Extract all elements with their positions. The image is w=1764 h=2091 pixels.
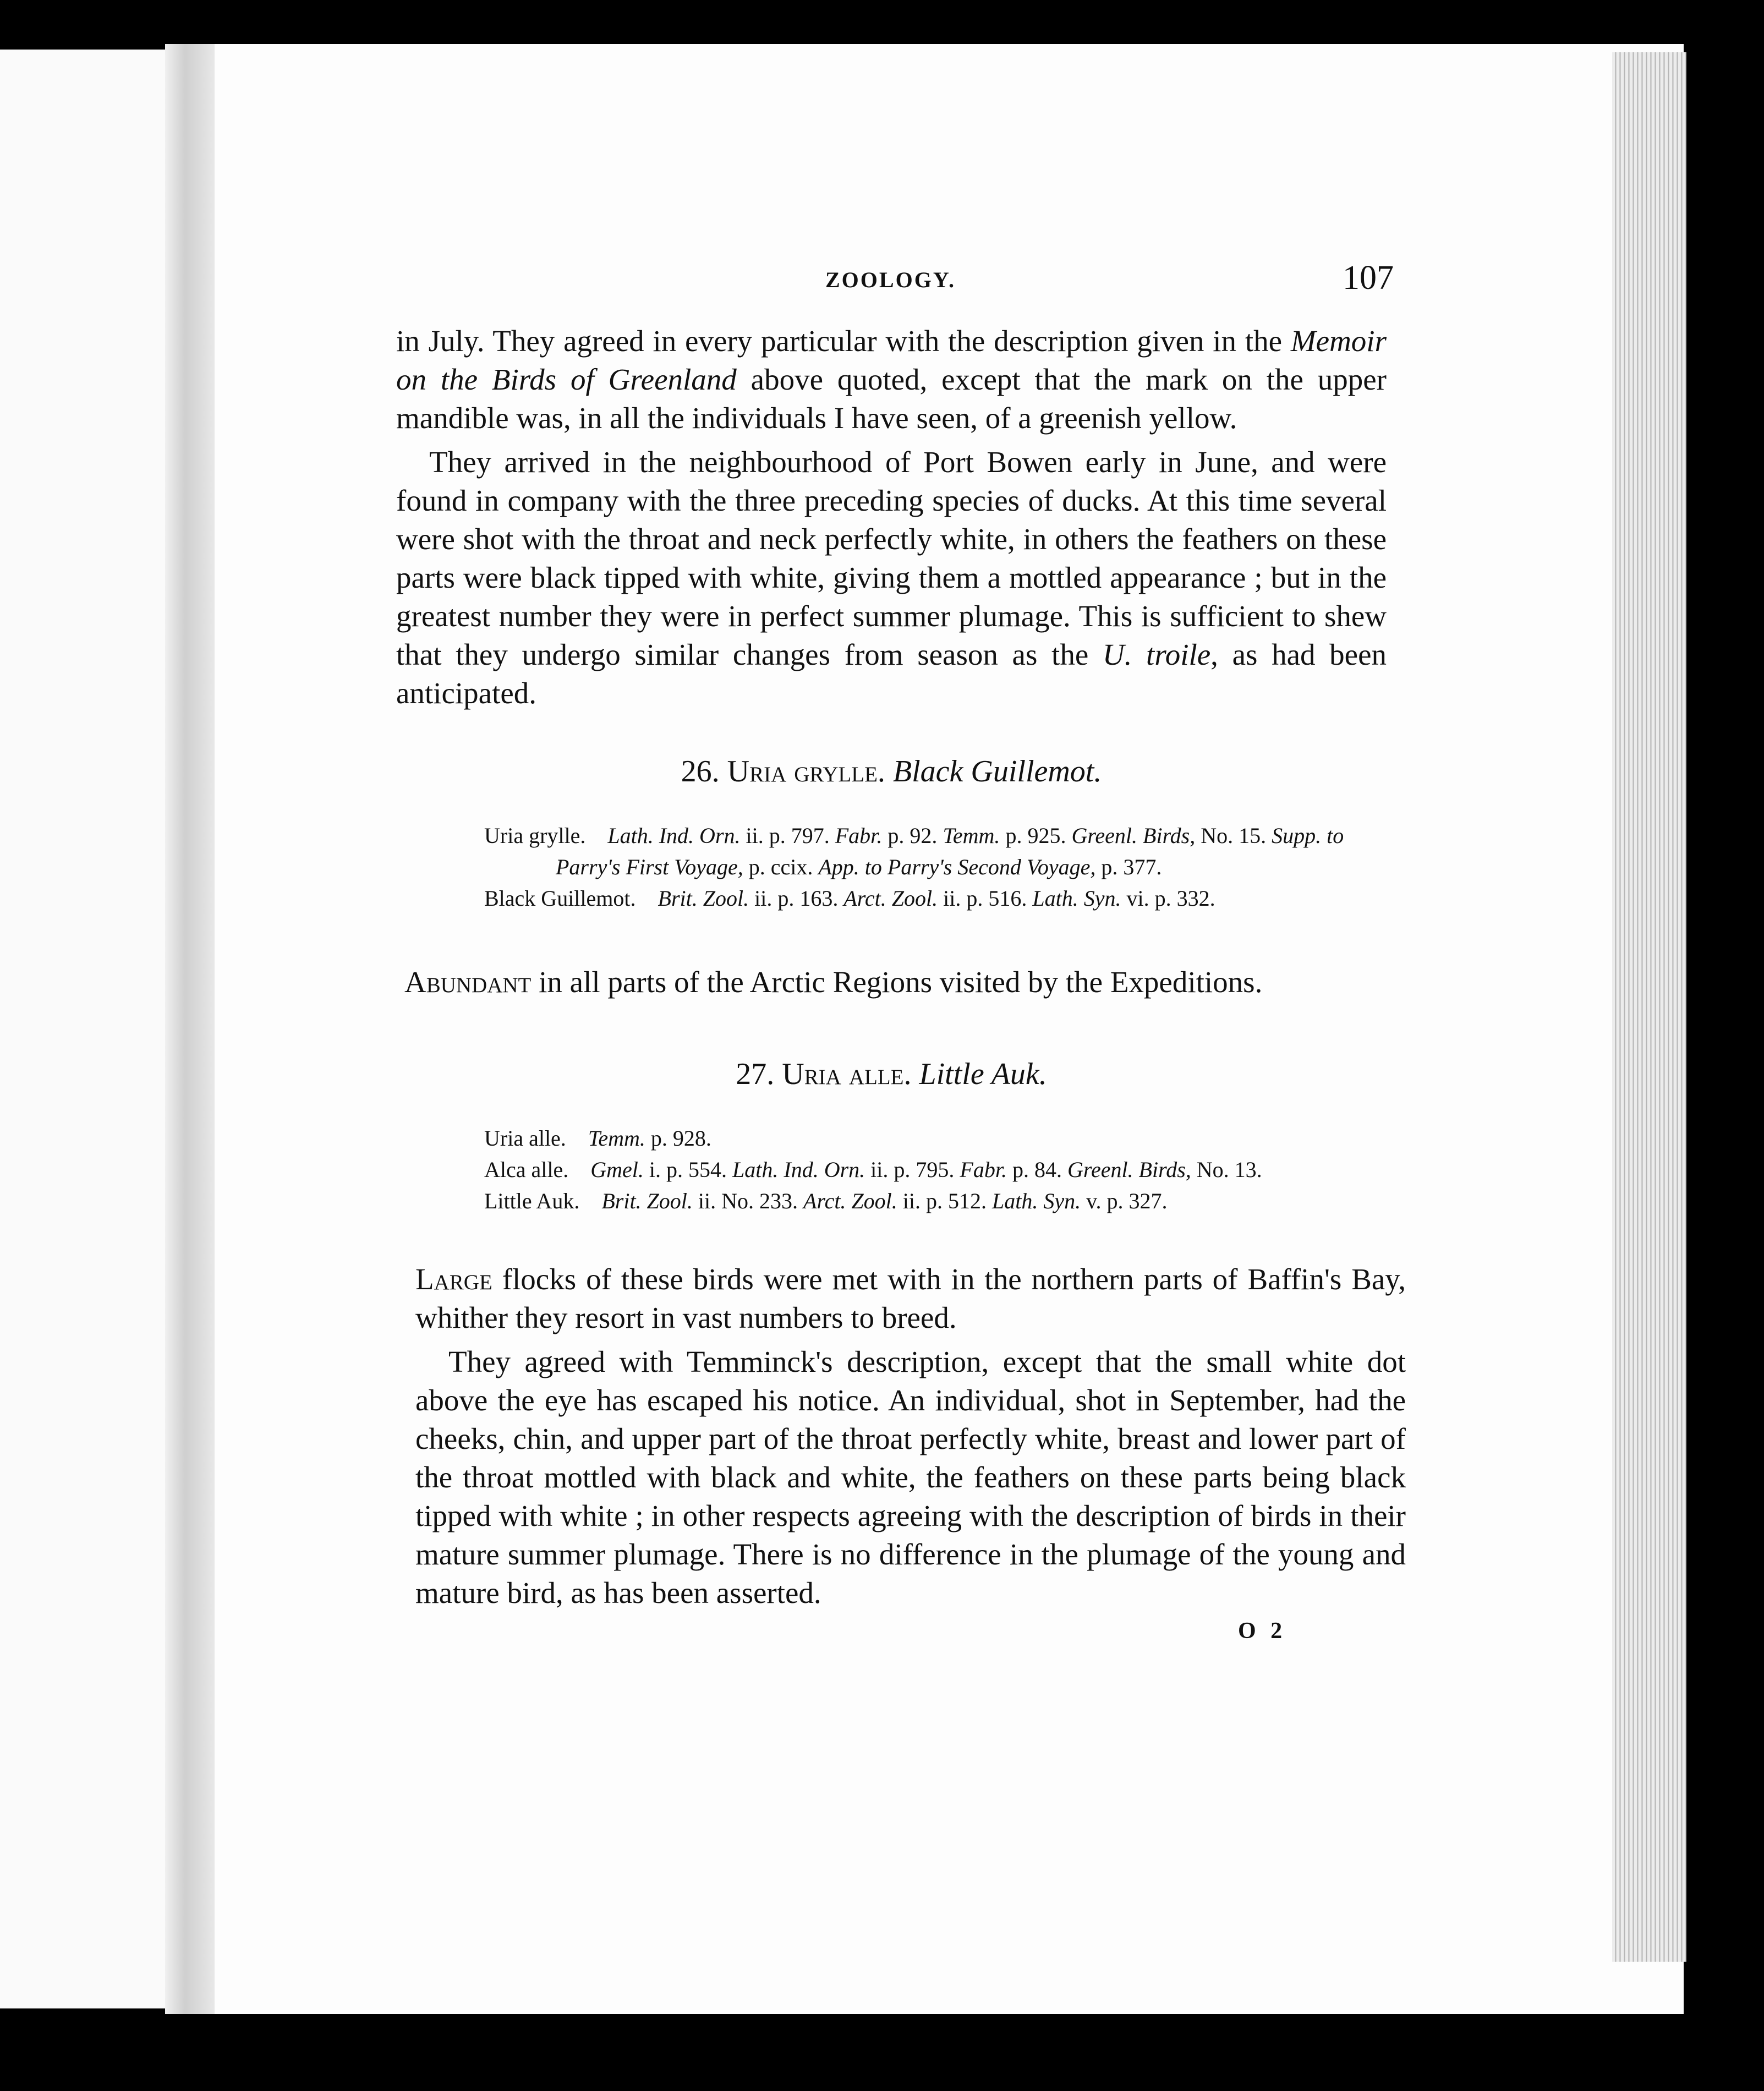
text-run: above quoted, except that the mark on the upper mandible was, in all the individuals I have seen, of a greenish yellow. bbox=[396, 363, 1387, 435]
signature-mark: O 2 bbox=[1238, 1618, 1287, 1644]
running-head: ZOOLOGY. bbox=[825, 267, 956, 292]
synonym-name: Uria grylle. bbox=[484, 823, 586, 848]
synonym-name: Little Auk. bbox=[484, 1189, 580, 1213]
species-latin-name: Uria alle. bbox=[782, 1057, 912, 1091]
reference-work: Arct. Zool. bbox=[803, 1189, 897, 1213]
reference-locator: ii. p. 163. bbox=[749, 886, 844, 911]
reference-work: Arct. Zool. bbox=[843, 886, 938, 911]
text-run: in July. They agreed in every particular with the description given in the bbox=[396, 324, 1291, 358]
reference-locator: i. p. 554. bbox=[643, 1157, 733, 1182]
reference-locator: No. 13. bbox=[1191, 1157, 1262, 1182]
synonym-entry bbox=[484, 883, 1409, 914]
synonymy-block-27 bbox=[484, 1123, 1409, 1217]
page-edge-stack bbox=[1612, 52, 1686, 1962]
reference-work: Supp. to Parry's First Voyage, bbox=[556, 823, 1344, 879]
lead-word: Abundant bbox=[404, 965, 532, 999]
synonym-entry bbox=[484, 1185, 1409, 1217]
paragraph-abundant bbox=[404, 963, 1395, 1001]
reference-work: Lath. Ind. Orn. bbox=[732, 1157, 865, 1182]
synonym-name: Uria alle. bbox=[484, 1126, 566, 1151]
reference-work: Brit. Zool. bbox=[601, 1189, 693, 1213]
species-heading-26 bbox=[396, 754, 1387, 789]
synonym-entry bbox=[484, 1154, 1409, 1185]
reference-locator: p. 928. bbox=[645, 1126, 711, 1151]
species-heading-27 bbox=[396, 1057, 1387, 1092]
reference-work: App. to Parry's Second Voyage, bbox=[818, 855, 1096, 879]
reference-work: Greenl. Birds, bbox=[1071, 823, 1196, 848]
reference-work: Fabr. bbox=[960, 1157, 1007, 1182]
book-gutter bbox=[165, 44, 215, 2014]
lead-word: Large bbox=[415, 1262, 492, 1296]
reference-work: Greenl. Birds, bbox=[1067, 1157, 1191, 1182]
text-run: in all parts of the Arctic Regions visited by the Expeditions. bbox=[531, 965, 1263, 999]
reference-locator: ii. p. 516. bbox=[938, 886, 1033, 911]
paragraph-large-flocks bbox=[415, 1260, 1406, 1337]
species-common-name: Black Guillemot. bbox=[892, 754, 1102, 789]
reference-work: Lath. Syn. bbox=[992, 1189, 1081, 1213]
reference-locator: vi. p. 332. bbox=[1121, 886, 1215, 911]
species-common-name: Little Auk. bbox=[919, 1057, 1047, 1091]
reference-locator: ii. p. 512. bbox=[897, 1189, 993, 1213]
page-number: 107 bbox=[1343, 259, 1394, 297]
reference-work: Fabr. bbox=[835, 823, 883, 848]
italic-title: Memoir on the Birds of Greenland bbox=[396, 324, 1387, 396]
reference-locator: No. 15. bbox=[1195, 823, 1272, 848]
reference-work: Lath. Ind. Orn. bbox=[607, 823, 741, 848]
synonym-name: Alca alle. bbox=[484, 1157, 569, 1182]
text-run: flocks of these birds were met with in the northern parts of Baffin's Bay, whither they resort in vast numbers to breed. bbox=[415, 1262, 1406, 1334]
text-run: They arrived in the neighbourhood of Port Bowen early in June, and were found in company with the three preceding species of ducks. At this time several were shot with the throat and neck perfectly white, in others the feathers on these parts were black tipped with white, giving them a mottled appearance ; but in the greatest number they were in perfect summer plumage. This is sufficient to shew that they undergo similar changes from season as the bbox=[396, 445, 1387, 671]
reference-work: Brit. Zool. bbox=[658, 886, 749, 911]
reference-locator: ii. No. 233. bbox=[692, 1189, 804, 1213]
reference-locator: v. p. 327. bbox=[1081, 1189, 1168, 1213]
paragraph-temminck: They agreed with Temminck's description, except that the small white dot above the eye has escaped his notice. An individual, shot in September, had the cheeks, chin, and upper part of the throat perfectly white, breast and lower part of the throat mottled with black and white, the feathers on these parts being black tipped with white ; in other respects agreeing with the description of birds in their mature summer plumage. There is no difference in the plumage of the young and mature bird, as has been asserted. bbox=[415, 1345, 1406, 1610]
species-number: 27. bbox=[736, 1057, 775, 1091]
reference-work: Temm. bbox=[943, 823, 1000, 848]
text-run: , as had been anticipated. bbox=[396, 638, 1387, 710]
reference-work: Gmel. bbox=[590, 1157, 644, 1182]
reference-locator: p. 92. bbox=[882, 823, 943, 848]
synonym-entry bbox=[484, 1123, 1409, 1154]
reference-work: Lath. Syn. bbox=[1032, 886, 1121, 911]
synonymy-block-26 bbox=[484, 820, 1409, 914]
paragraph-port-bowen bbox=[396, 443, 1387, 713]
reference-locator: p. 84. bbox=[1006, 1157, 1067, 1182]
facing-page-margin bbox=[0, 50, 165, 2008]
reference-locator: ii. p. 795. bbox=[865, 1157, 960, 1182]
species-number: 26. bbox=[681, 754, 720, 789]
synonym-name: Black Guillemot. bbox=[484, 886, 636, 911]
reference-locator: p. 925. bbox=[1000, 823, 1072, 848]
reference-work: Temm. bbox=[588, 1126, 645, 1151]
reference-locator: p. 377. bbox=[1095, 855, 1162, 879]
italic-species: U. troile bbox=[1102, 638, 1211, 671]
paragraph-continuation bbox=[396, 322, 1387, 437]
reference-locator: p. ccix. bbox=[743, 855, 819, 879]
synonym-entry bbox=[484, 820, 1409, 883]
reference-locator: ii. p. 797. bbox=[740, 823, 835, 848]
species-latin-name: Uria grylle. bbox=[727, 754, 885, 789]
